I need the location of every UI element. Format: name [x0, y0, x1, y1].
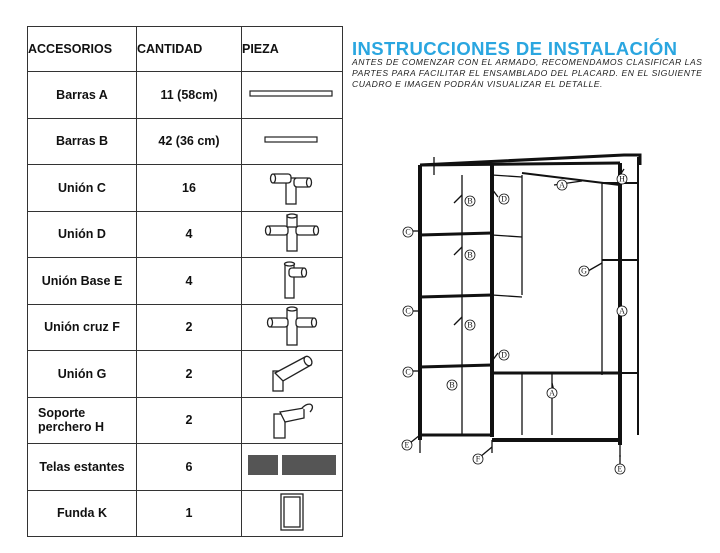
label-text: E [404, 440, 410, 450]
cover-icon [275, 491, 309, 533]
row-qty: 2 [137, 304, 242, 351]
row-name: Telas estantes [28, 444, 137, 491]
row-name: Unión Base E [28, 258, 137, 305]
row-qty: 4 [137, 258, 242, 305]
row-qty: 16 [137, 165, 242, 212]
wardrobe-diagram [392, 135, 652, 490]
header-cantidad: CANTIDAD [137, 27, 242, 72]
row-qty: 42 (36 cm) [137, 118, 242, 165]
table-row [28, 165, 343, 212]
long-bar-icon [249, 89, 335, 99]
parts-table [27, 26, 343, 537]
row-name: Unión G [28, 351, 137, 398]
row-qty: 2 [137, 397, 242, 444]
label-text: C [405, 367, 411, 377]
label-text: H [619, 174, 625, 184]
table-row [28, 490, 343, 537]
table-row [28, 118, 343, 165]
shelf-fabric-icon [246, 453, 338, 477]
cross-connector-icon [265, 305, 319, 347]
label-text: C [405, 306, 411, 316]
row-name: Barras B [28, 118, 137, 165]
label-text: B [449, 380, 455, 390]
row-qty: 2 [137, 351, 242, 398]
header-pieza: PIEZA [242, 27, 343, 72]
row-name: Unión C [28, 165, 137, 212]
header-accesorios: ACCESORIOS [28, 27, 137, 72]
label-text: A [559, 180, 565, 190]
table-row [28, 444, 343, 491]
row-name: Unión cruz F [28, 304, 137, 351]
label-text: D [501, 350, 507, 360]
row-qty: 11 (58cm) [137, 72, 242, 119]
row-qty: 6 [137, 444, 242, 491]
table-row [28, 397, 343, 444]
row-name: Unión D [28, 211, 137, 258]
label-text: B [467, 196, 473, 206]
table-row [28, 258, 343, 305]
label-text: G [581, 266, 587, 276]
table-row [28, 72, 343, 119]
short-bar-icon [264, 135, 320, 145]
instructions-title: INSTRUCCIONES DE INSTALACIÓN [352, 38, 678, 59]
three-way-connector-icon [269, 166, 315, 206]
label-text: C [405, 227, 411, 237]
row-qty: 1 [137, 490, 242, 537]
table-row [28, 304, 343, 351]
four-way-connector-icon [263, 213, 321, 253]
label-text: F [475, 454, 481, 464]
row-name: Funda K [28, 490, 137, 537]
row-name: Soporte perchero H [28, 397, 137, 444]
label-text: A [549, 388, 555, 398]
label-text: E [617, 464, 623, 474]
hanger-support-icon [266, 398, 318, 440]
instructions-intro: ANTES DE COMENZAR CON EL ARMADO, RECOMENDAMOS CLASIFICAR LAS PARTES PARA FACILITAR EL ENSAMBLADO DEL PLACARD. EN EL SIGUIENTE CUADRO E IMAGEN PODRÁN VISUALIZAR EL DETALLE. [352, 57, 703, 89]
label-text: A [619, 306, 625, 316]
row-qty: 4 [137, 211, 242, 258]
table-row [28, 351, 343, 398]
row-name: Barras A [28, 72, 137, 119]
table-header-row [28, 27, 343, 72]
base-connector-icon [275, 258, 309, 300]
t-connector-icon [265, 351, 319, 393]
table-row [28, 211, 343, 258]
label-text: B [467, 250, 473, 260]
label-text: B [467, 320, 473, 330]
label-text: D [501, 194, 507, 204]
